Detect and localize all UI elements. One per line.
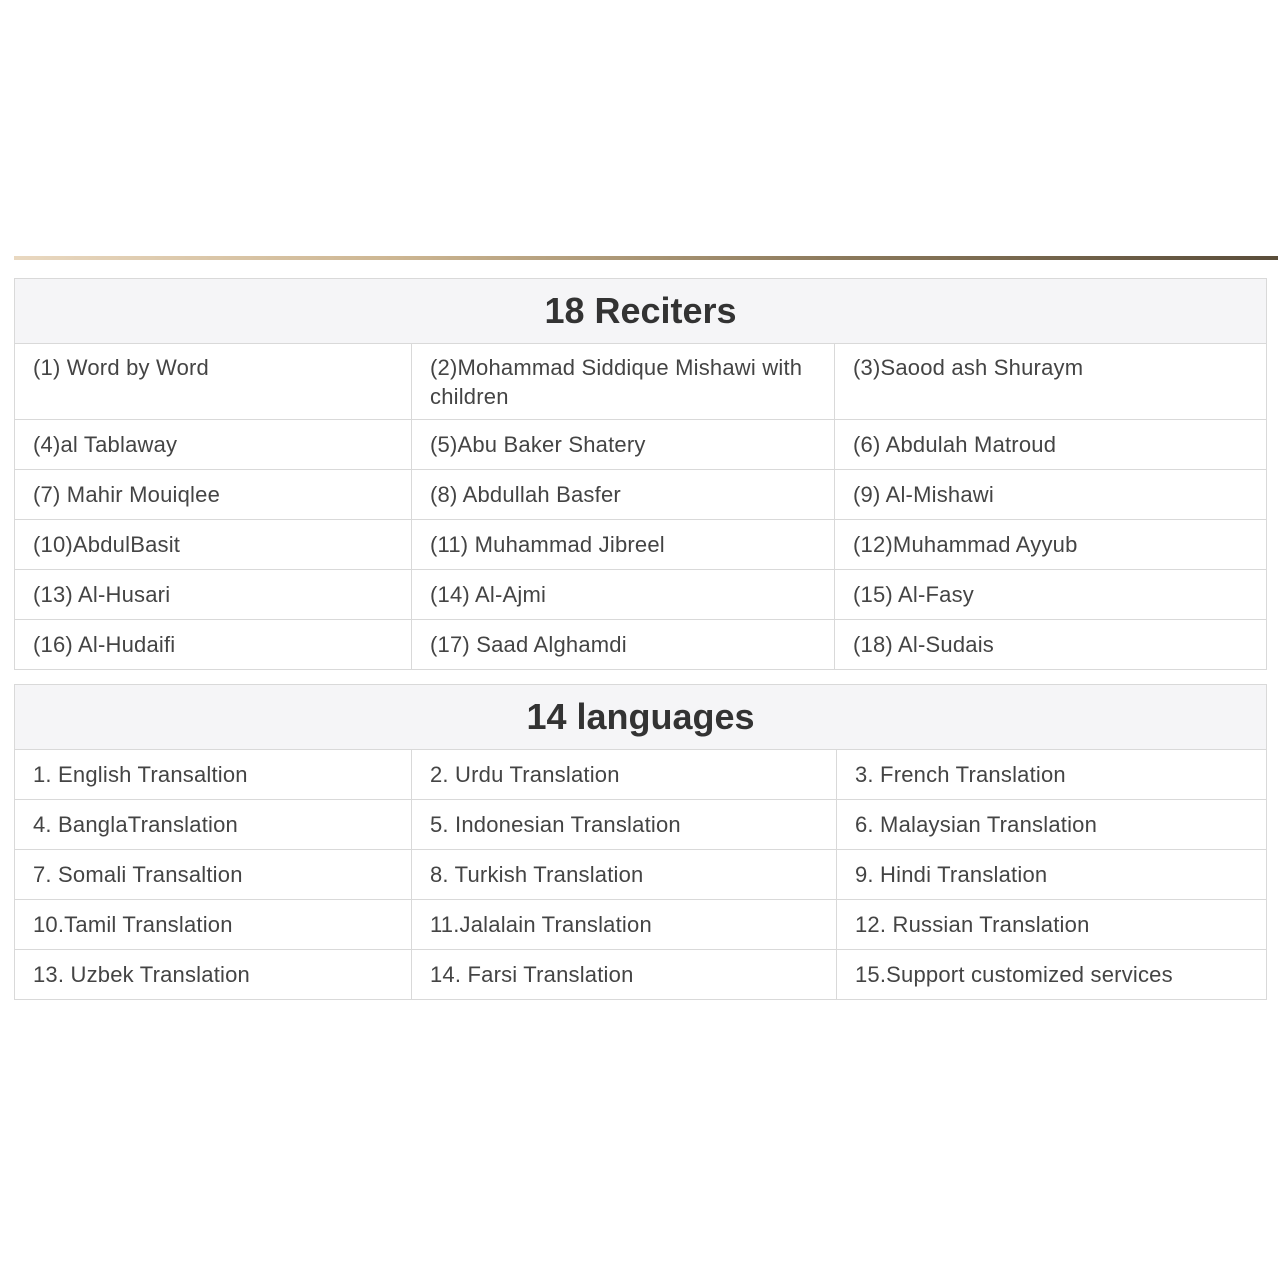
reciter-cell: (15) Al-Fasy [835, 570, 1267, 620]
reciter-cell: (12)Muhammad Ayyub [835, 520, 1267, 570]
gold-divider [14, 256, 1278, 260]
language-cell: 12. Russian Translation [837, 900, 1267, 950]
table-row [15, 570, 1267, 620]
language-cell: 10.Tamil Translation [15, 900, 412, 950]
language-cell: 7. Somali Transaltion [15, 850, 412, 900]
table-row [15, 420, 1267, 470]
reciters-table [14, 278, 1267, 670]
reciter-cell: (4)al Tablaway [15, 420, 412, 470]
table-row [15, 900, 1267, 950]
table-row [15, 950, 1267, 1000]
table-row [15, 620, 1267, 670]
reciter-cell: (17) Saad Alghamdi [412, 620, 835, 670]
table-row [15, 750, 1267, 800]
languages-table [14, 684, 1267, 1000]
table-row [15, 344, 1267, 420]
language-cell: 14. Farsi Translation [412, 950, 837, 1000]
reciter-cell: (14) Al-Ajmi [412, 570, 835, 620]
table-row [15, 850, 1267, 900]
language-cell: 8. Turkish Translation [412, 850, 837, 900]
language-cell: 15.Support customized services [837, 950, 1267, 1000]
language-cell: 13. Uzbek Translation [15, 950, 412, 1000]
reciter-cell: (5)Abu Baker Shatery [412, 420, 835, 470]
reciter-cell: (8) Abdullah Basfer [412, 470, 835, 520]
language-cell: 9. Hindi Translation [837, 850, 1267, 900]
table-row [15, 800, 1267, 850]
reciter-cell: (16) Al-Hudaifi [15, 620, 412, 670]
reciter-cell: (9) Al-Mishawi [835, 470, 1267, 520]
table-row [15, 470, 1267, 520]
reciter-cell: (7) Mahir Mouiqlee [15, 470, 412, 520]
reciter-cell: (1) Word by Word [15, 344, 412, 420]
languages-title: 14 languages [15, 685, 1267, 750]
reciter-cell: (18) Al-Sudais [835, 620, 1267, 670]
table-row [15, 520, 1267, 570]
reciter-cell: (2)Mohammad Siddique Mishawi with children [412, 344, 835, 420]
language-cell: 3. French Translation [837, 750, 1267, 800]
language-cell: 1. English Transaltion [15, 750, 412, 800]
language-cell: 5. Indonesian Translation [412, 800, 837, 850]
reciter-cell: (10)AbdulBasit [15, 520, 412, 570]
language-cell: 2. Urdu Translation [412, 750, 837, 800]
reciter-cell: (3)Saood ash Shuraym [835, 344, 1267, 420]
language-cell: 4. BanglaTranslation [15, 800, 412, 850]
language-cell: 6. Malaysian Translation [837, 800, 1267, 850]
reciter-cell: (11) Muhammad Jibreel [412, 520, 835, 570]
reciter-cell: (6) Abdulah Matroud [835, 420, 1267, 470]
reciter-cell: (13) Al-Husari [15, 570, 412, 620]
language-cell: 11.Jalalain Translation [412, 900, 837, 950]
reciters-title: 18 Reciters [15, 279, 1267, 344]
